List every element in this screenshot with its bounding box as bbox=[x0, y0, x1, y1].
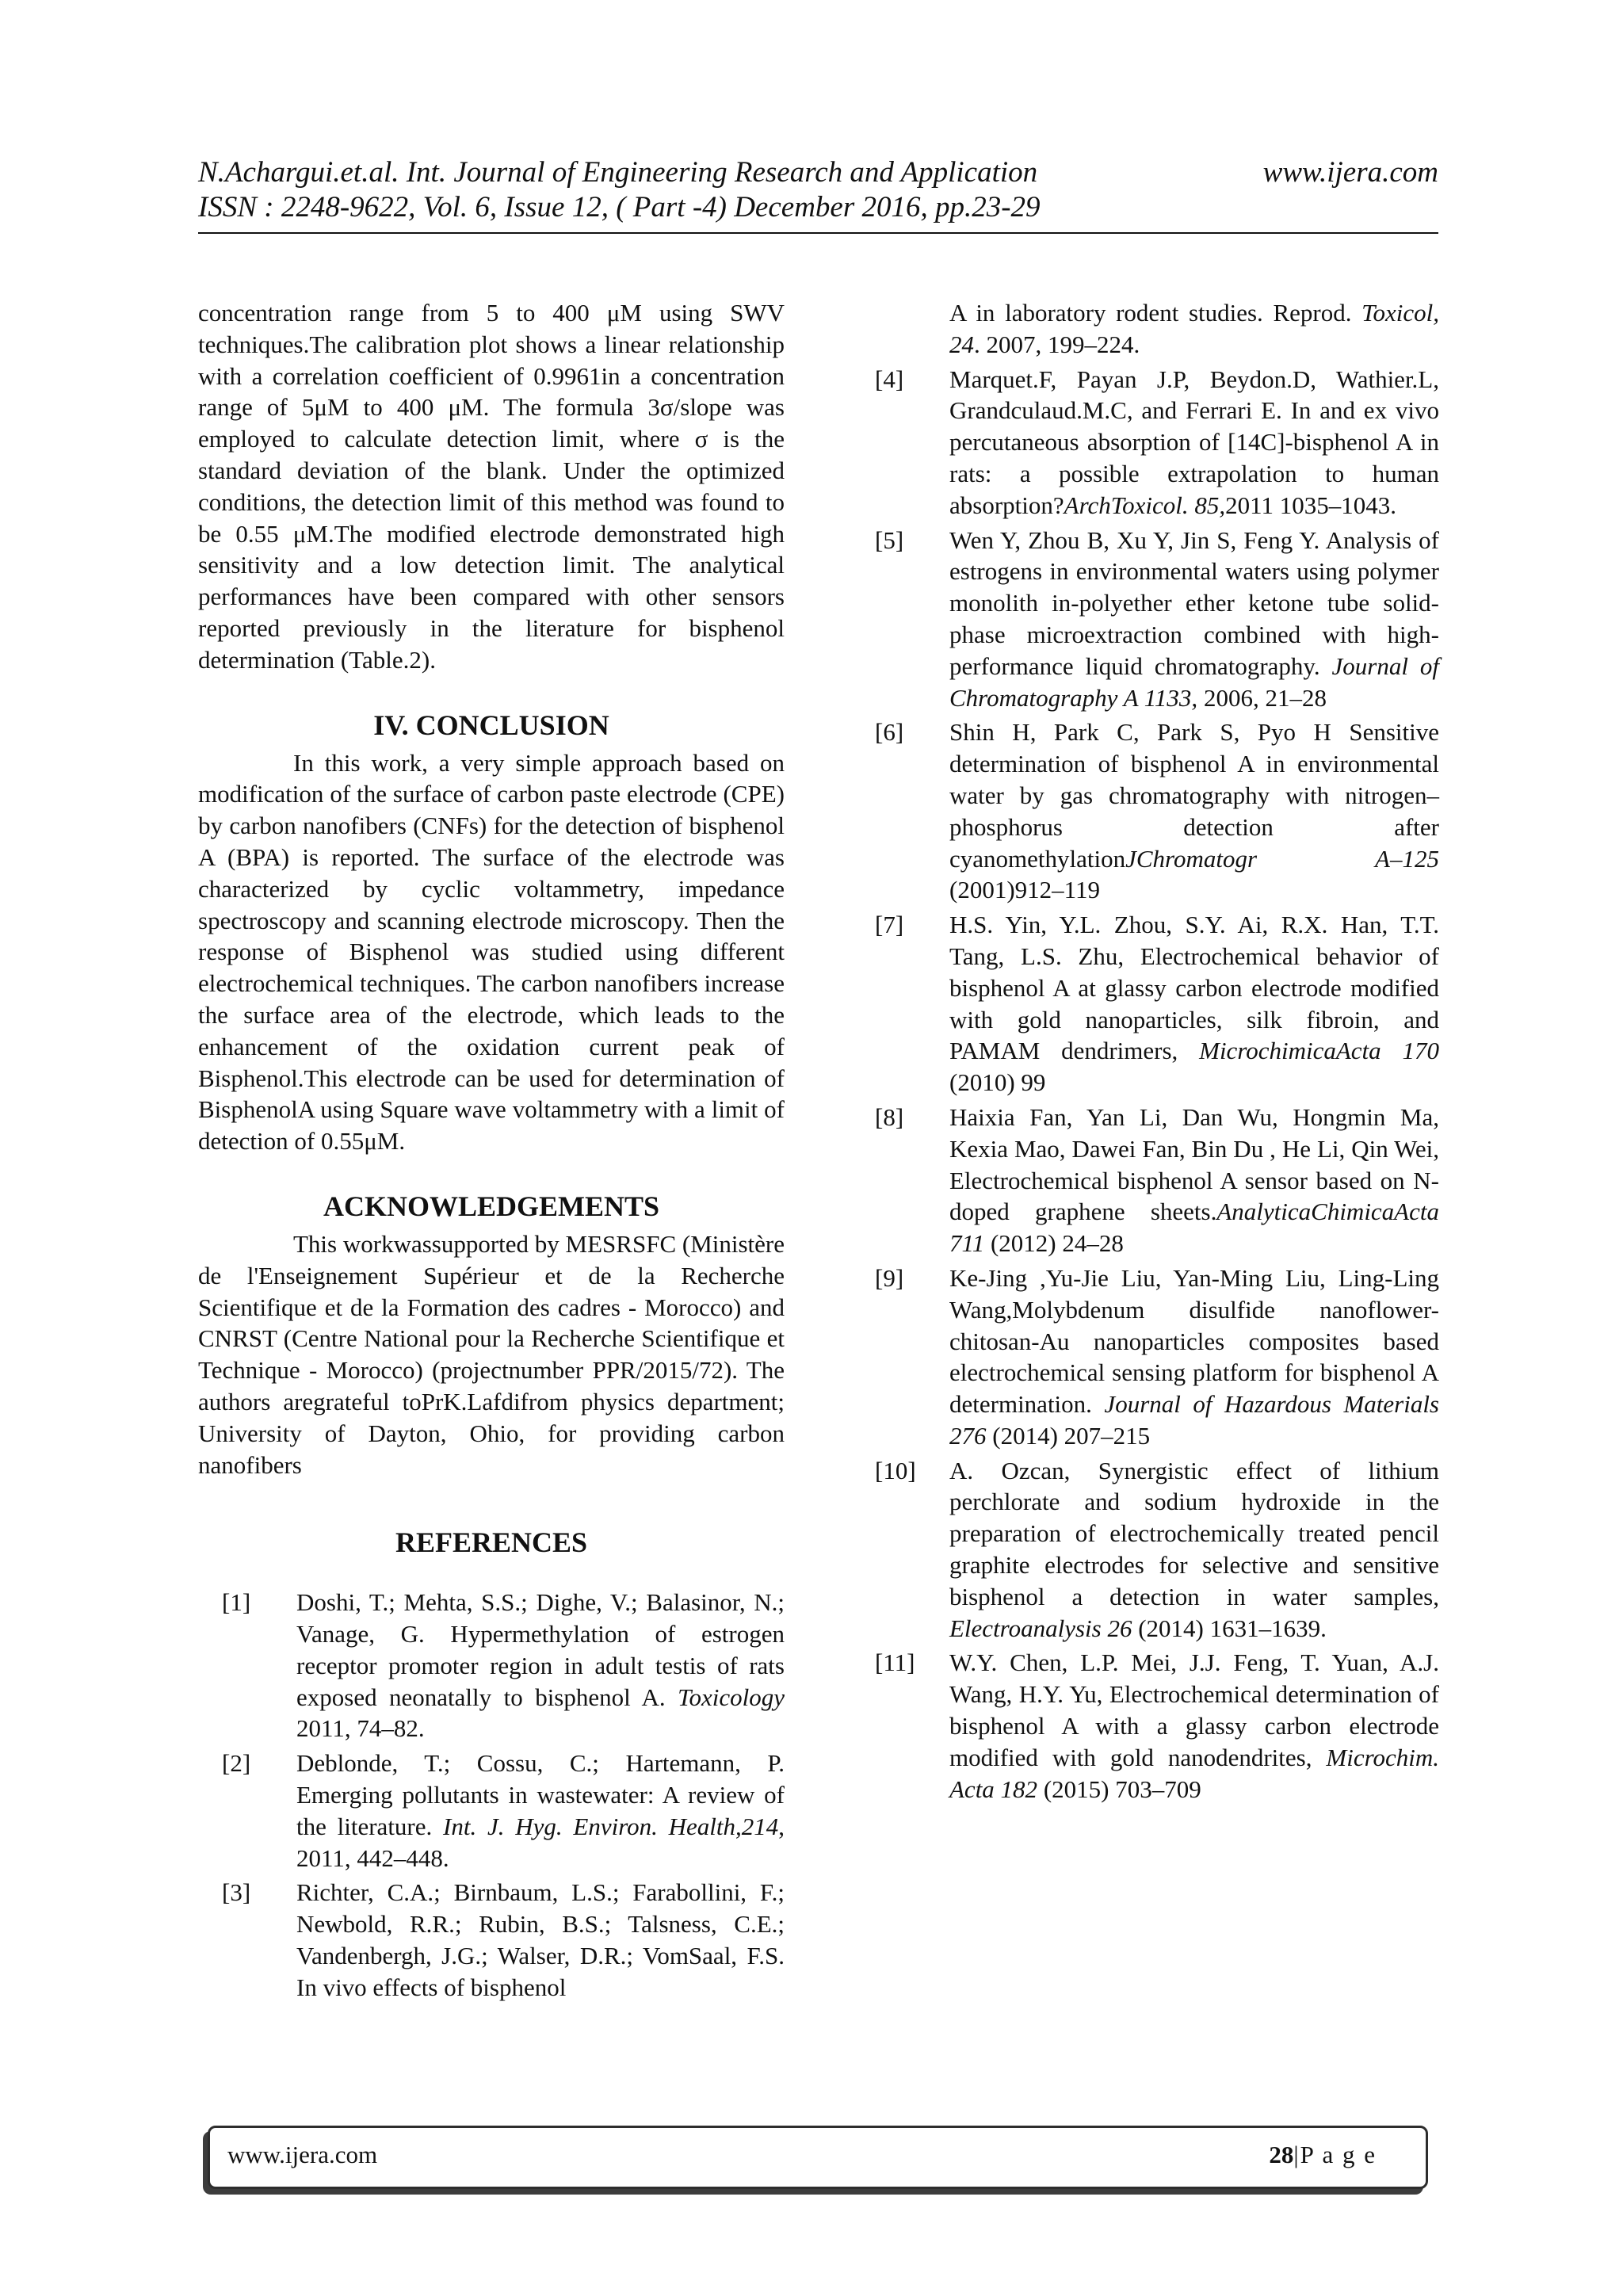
journal-url[interactable]: www.ijera.com bbox=[1262, 156, 1438, 189]
reference-number: [6] bbox=[875, 718, 904, 747]
right-column bbox=[875, 297, 1439, 1808]
header-line-2: ISSN : 2248-9622, Vol. 6, Issue 12, ( Part -4) December 2016, pp.23-29 bbox=[198, 191, 1041, 223]
running-header bbox=[198, 155, 1438, 225]
page-number: 28 bbox=[1269, 2141, 1294, 2168]
header-rule bbox=[198, 232, 1438, 234]
reference-item bbox=[875, 1263, 1439, 1452]
reference-text: Ke-Jing ,Yu-Jie Liu, Yan-Ming Liu, Ling-Ling Wang,Molybdenum disulfide nanoflower-chitosan-Au nanoparticles composites based electrochemical sensing platform for bisphenol A determination. Journal of Hazardous Materials 276 (2014) 207–215 bbox=[949, 1263, 1439, 1450]
reference-number: [9] bbox=[875, 1263, 904, 1292]
results-paragraph: concentration range from 5 to 400 μM using SWV techniques.The calibration plot shows a linear relationship with a correlation coefficient of 0.9961in a concentration range of 5μM to 400 μM. The formula 3σ/slope was employed to calculate detection limit, where σ is the standard deviation of the blank. Under the optimized conditions, the detection limit of this method was found to be 0.55 μM.The modified electrode demonstrated high sensitivity and a low detection limit. The analytical performances have been compared with other sensors reported previously in the literature for bisphenol determination (Table.2). bbox=[198, 299, 785, 674]
reference-text: Deblonde, T.; Cossu, C.; Hartemann, P. Emerging pollutants in wastewater: A review of the literature. Int. J. Hyg. Environ. Health,214, 2011, 442–448. bbox=[296, 1749, 785, 1872]
reference-item bbox=[875, 364, 1439, 521]
reference-text: Marquet.F, Payan J.P, Beydon.D, Wathier.L, Grandculaud.M.C, and Ferrari E. In and ex vivo percutaneous absorption of [14C]-bisphenol A in rats: a possible extrapolation to human absorption?ArchToxicol. 85,2011 1035–1043. bbox=[949, 365, 1439, 519]
reference-item bbox=[198, 1587, 785, 1744]
reference-number: [11] bbox=[875, 1648, 915, 1677]
acknowledgements-heading: ACKNOWLEDGEMENTS bbox=[323, 1190, 660, 1222]
references-heading: REFERENCES bbox=[395, 1526, 588, 1559]
page-indicator bbox=[1269, 2141, 1377, 2169]
conclusion-heading: IV. CONCLUSION bbox=[373, 709, 609, 741]
reference-item bbox=[875, 1102, 1439, 1259]
reference-text: A. Ozcan, Synergistic effect of lithium perchlorate and sodium hydroxide in the preparation of electrochemically treated pencil graphite electrodes for selective and sensitive bisphenol a detection in water samples, Electroanalysis 26 (2014) 1631–1639. bbox=[949, 1456, 1439, 1642]
reference-item bbox=[198, 1748, 785, 1874]
reference-item bbox=[875, 1647, 1439, 1805]
journal-citation: N.Achargui.et.al. Int. Journal of Engineering Research and Application bbox=[198, 156, 1038, 189]
reference-item bbox=[875, 716, 1439, 906]
reference-text: Haixia Fan, Yan Li, Dan Wu, Hongmin Ma, Kexia Mao, Dawei Fan, Bin Du , He Li, Qin Wei, Electrochemical bisphenol A sensor based on N-doped graphene sheets.AnalyticaChimicaActa 711 (2012) 24–28 bbox=[949, 1102, 1439, 1258]
page-footer bbox=[208, 2126, 1428, 2189]
reference-text: Shin H, Park C, Park S, Pyo H Sensitive determination of bisphenol A in environmental water by gas chromatography with nitrogen–phosphorus detection after cyanomethylationJChromatogr A–125 (2001)912–119 bbox=[949, 718, 1439, 904]
reference-item bbox=[198, 1877, 785, 2003]
reference-item bbox=[875, 1455, 1439, 1645]
reference-text: H.S. Yin, Y.L. Zhou, S.Y. Ai, R.X. Han, T.T. Tang, L.S. Zhu, Electrochemical behavior of bisphenol A at glassy carbon electrode modified with gold nanoparticles, silk fibroin, and PAMAM dendrimers, MicrochimicaActa 170 (2010) 99 bbox=[949, 911, 1439, 1097]
reference-number: [5] bbox=[875, 525, 904, 554]
footer-url[interactable]: www.ijera.com bbox=[227, 2141, 378, 2168]
reference-number: [4] bbox=[875, 365, 904, 393]
page-label: |P a g e bbox=[1293, 2141, 1377, 2168]
reference-number: [10] bbox=[875, 1456, 916, 1484]
reference-item bbox=[875, 909, 1439, 1098]
reference-number: [7] bbox=[875, 911, 904, 939]
reference-continuation: A in laboratory rodent studies. Reprod. Toxicol, 24. 2007, 199–224. bbox=[949, 299, 1440, 358]
reference-text: Wen Y, Zhou B, Xu Y, Jin S, Feng Y. Analysis of estrogens in environmental waters using polymer monolith in-polyether ether ketone tube solid-phase microextraction combined with high-performance liquid chromatography. Journal of Chromatography A 1133, 2006, 21–28 bbox=[949, 525, 1439, 712]
reference-text: W.Y. Chen, L.P. Mei, J.J. Feng, T. Yuan, A.J. Wang, H.Y. Yu, Electrochemical determination of bisphenol A with a glassy carbon electrode modified with gold nanodendrites, Microchim. Acta 182 (2015) 703–709 bbox=[949, 1648, 1439, 1803]
acknowledgements-paragraph: This workwassupported by MESRSFC (Ministère de l'Enseignement Supérieur et de la Recherche Scientifique et de la Formation des cadres - Morocco) and CNRST (Centre National pour la Recherche Scientifique et Technique - Morocco) (projectnumber PPR/2015/72). The authors aregrateful toPrK.Lafdifrom physics department; University of Dayton, Ohio, for providing carbon nanofibers bbox=[198, 1229, 785, 1479]
reference-text: Doshi, T.; Mehta, S.S.; Dighe, V.; Balasinor, N.; Vanage, G. Hypermethylation of estrogen receptor promoter region in adult testis of rats exposed neonatally to bisphenol A. Toxicology 2011, 74–82. bbox=[296, 1588, 785, 1743]
reference-item bbox=[875, 525, 1439, 714]
reference-number: [2] bbox=[222, 1749, 251, 1778]
reference-text: Richter, C.A.; Birnbaum, L.S.; Farabollini, F.; Newbold, R.R.; Rubin, B.S.; Talsness, C.E.; Vandenbergh, J.G.; Walser, D.R.; VomSaal, F.S. In vivo effects of bisphenol bbox=[296, 1878, 785, 2001]
conclusion-paragraph: In this work, a very simple approach based on modification of the surface of carbon paste electrode (CPE) by carbon nanofibers (CNFs) for the detection of bisphenol A (BPA) is reported. The surface of the electrode was characterized by cyclic voltammetry, impedance spectroscopy and scanning electrode microscopy. Then the response of Bisphenol was studied using different electrochemical techniques. The carbon nanofibers increase the surface area of the electrode, which leads to the enhancement of the oxidation current peak of Bisphenol.This electrode can be used for determination of BisphenolA using Square wave voltammetry with a limit of detection of 0.55μM. bbox=[198, 748, 785, 1156]
reference-number: [8] bbox=[875, 1102, 904, 1131]
left-column bbox=[198, 297, 785, 2007]
reference-number: [1] bbox=[222, 1588, 251, 1617]
header-line-1 bbox=[198, 155, 1438, 190]
reference-number: [3] bbox=[222, 1878, 251, 1907]
